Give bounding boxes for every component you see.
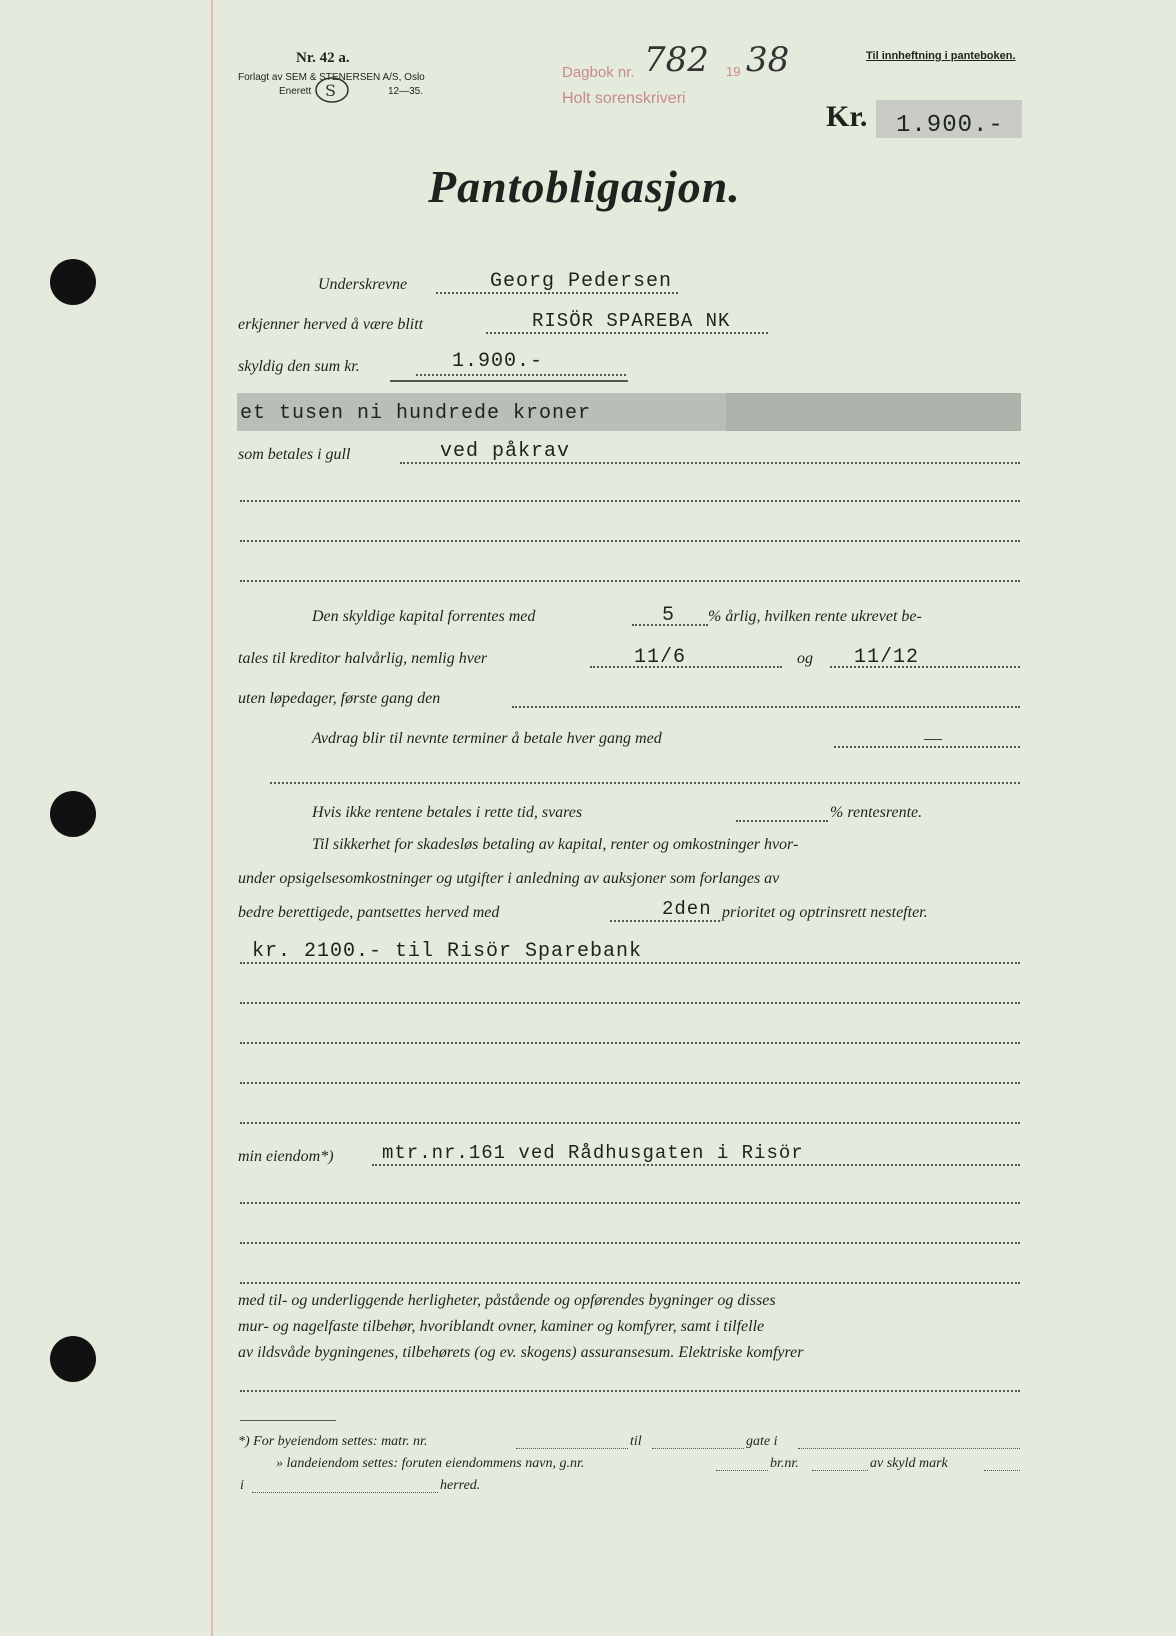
closing-line-3: av ildsvåde bygningenes, tilbehørets (og ev. skogens) assuransesum. Elektriske komfyrer <box>238 1344 804 1361</box>
blank-line <box>240 1282 1020 1284</box>
blank-line <box>240 500 1020 502</box>
footnote-dots <box>798 1448 1020 1449</box>
interest-value: 5 <box>662 604 676 627</box>
property-value: mtr.nr.161 ved Rådhusgaten i Risör <box>382 1142 804 1164</box>
footnote-line-1c: gate i <box>746 1434 778 1449</box>
footnote-dots <box>252 1492 438 1493</box>
halfyear-date-2: 11/12 <box>854 646 920 669</box>
footnote-line-2c: av skyld mark <box>870 1456 948 1471</box>
footnote-dots <box>652 1448 744 1449</box>
footnote-dots <box>984 1470 1020 1471</box>
footnote-dots <box>812 1470 868 1471</box>
publisher-date: 12—35. <box>388 86 424 97</box>
closing-line-2: mur- og nagelfaste tilbehør, hvoriblandt ovner, kaminer og komfyrer, samt i tilfelle <box>238 1318 765 1335</box>
sum-label: skyldig den sum kr. <box>238 358 360 375</box>
penalty-label-post: % rentesrente. <box>830 804 923 821</box>
first-time-label: uten løpedager, første gang den <box>238 690 441 707</box>
sum-dots <box>416 374 626 376</box>
sum-words-band-shade <box>726 393 1021 431</box>
closing-line-1: med til- og underliggende herligheter, påstående og opførendes bygninger og disses <box>238 1292 776 1309</box>
interest-label: Den skyldige kapital forrentes med <box>312 608 536 625</box>
footnote-dots <box>516 1448 628 1449</box>
blank-line <box>240 1122 1020 1124</box>
kr-label: Kr. <box>826 100 868 133</box>
punch-hole <box>50 259 96 305</box>
prior-debt: kr. 2100.- til Risör Sparebank <box>252 940 643 963</box>
creditor-label: erkjenner herved å være blitt <box>238 316 424 333</box>
penalty-label: Hvis ikke rentene betales i rette tid, svares <box>312 804 583 821</box>
security-line-1: Til sikkerhet for skadesløs betaling av kapital, renter og omkostninger hvor- <box>312 836 799 853</box>
blank-line <box>240 580 1020 582</box>
creditor-dots <box>486 332 768 334</box>
security-line-2: under opsigelsesomkostninger og utgifter i anledning av auksjoner som forlanges av <box>238 870 780 887</box>
undersigned-label: Underskrevne <box>318 276 408 293</box>
footnote-line-2a: » landeiendom settes: foruten eiendommens navn, g.nr. <box>276 1456 585 1471</box>
undersigned-value: Georg Pedersen <box>490 270 673 293</box>
publisher-logo-icon <box>312 76 352 104</box>
kr-amount: 1.900.- <box>896 112 1004 139</box>
til-innheftning: Til innheftning i panteboken. <box>866 50 1016 62</box>
publisher-enerett: Enerett <box>279 86 312 97</box>
property-dots <box>372 1164 1020 1166</box>
footnote-line-1a: *) For byeiendom settes: matr. nr. <box>238 1434 428 1449</box>
priority-value: 2den <box>662 898 712 920</box>
footnote-line-2b: br.nr. <box>770 1456 799 1471</box>
sum-value: 1.900.- <box>452 350 544 373</box>
blank-line <box>240 1002 1020 1004</box>
dagbok-year-prefix: 19 <box>726 64 741 79</box>
priority-label: bedre berettigede, pantsettes herved med <box>238 904 500 921</box>
blank-line <box>240 1042 1020 1044</box>
form-number: Nr. 42 a. <box>296 50 350 66</box>
page-title: Pantobligasjon. <box>428 161 741 212</box>
property-label: min eiendom*) <box>238 1148 334 1165</box>
sum-words: et tusen ni hundrede kroner <box>240 402 592 425</box>
first-time-dots <box>512 706 1020 708</box>
footnote-line-3a: i <box>240 1478 244 1493</box>
dagbok-label: Dagbok nr. <box>562 64 635 81</box>
blank-line <box>270 782 1020 784</box>
court-stamp: Holt sorenskriveri <box>562 90 686 107</box>
dagbok-year: 38 <box>746 40 790 80</box>
og-label: og <box>797 650 813 667</box>
prior-debt-dots <box>240 962 1020 964</box>
installment-label: Avdrag blir til nevnte terminer å betale hver gang med <box>312 730 662 747</box>
sum-underline <box>390 380 628 382</box>
margin-rule <box>211 0 213 1636</box>
creditor-value: RISÖR SPAREBA NK <box>532 310 731 332</box>
paid-in-label: som betales i gull <box>238 446 351 463</box>
blank-line <box>240 1242 1020 1244</box>
priority-dots <box>610 920 720 922</box>
punch-hole <box>50 791 96 837</box>
interest-label-post: % årlig, hvilken rente ukrevet be- <box>708 608 922 625</box>
publisher-line: Forlagt av SEM & STENERSEN A/S, Oslo <box>238 72 425 83</box>
blank-line <box>240 1082 1020 1084</box>
paid-in-value: ved påkrav <box>440 440 571 463</box>
halfyear-date-1: 11/6 <box>634 646 687 669</box>
installment-value: — <box>924 728 942 748</box>
punch-hole <box>50 1336 96 1382</box>
dagbok-number: 782 <box>644 40 709 80</box>
penalty-dots <box>736 820 828 822</box>
footnote-rule <box>240 1420 336 1421</box>
blank-line <box>240 1390 1020 1392</box>
blank-line <box>240 1202 1020 1204</box>
priority-label-post: prioritet og optrinsrett nestefter. <box>722 904 928 921</box>
blank-line <box>240 540 1020 542</box>
footnote-line-1b: til <box>630 1434 642 1449</box>
halfyear-label: tales til kreditor halvårlig, nemlig hver <box>238 650 488 667</box>
footnote-dots <box>716 1470 768 1471</box>
svg-text:S: S <box>325 81 336 100</box>
footnote-line-3b: herred. <box>440 1478 481 1493</box>
